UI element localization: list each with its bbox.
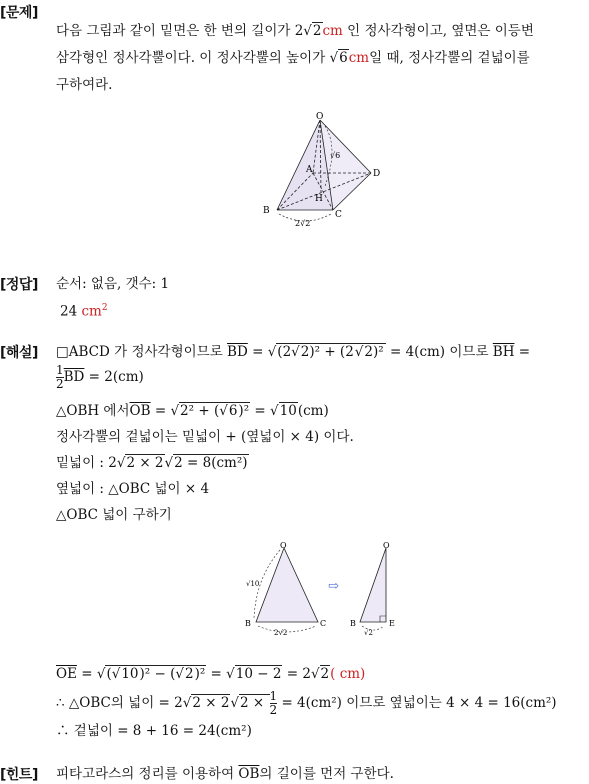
section-answer-label: [정답] [0, 277, 38, 293]
label-h: H [315, 194, 323, 204]
arrow-right-icon: ⇨ [328, 579, 339, 594]
problem-line-3: 구하여라. [56, 77, 113, 93]
expl-line-2: $\frac{1}{2}$ $\overline{BD} = 2(cm)$ [56, 363, 144, 391]
fraction-half-2: $\frac{1}{2}$ [269, 689, 278, 717]
expl-line-5: 밑넓이 : 2√2 × 2√2 = 8(cm²) [56, 455, 248, 471]
height-label: √6 [330, 151, 341, 160]
label-a: A [306, 165, 313, 175]
fig2-base-label: 2√2 [274, 629, 288, 637]
fig2-side-label: √10 [246, 580, 260, 588]
fig2b-label-o: O [383, 541, 390, 550]
pyramid-figure [255, 108, 390, 233]
expl-line-1: □ABCD 가 정사각형이므로 $\overline{BD} = √(2√2)^2 + (2√2)^2 = 4(cm)$ 이므로 $\overline{BH}$ = [56, 344, 531, 360]
expl-line-3: △OBH 에서$\overline{OB} = √2^2 + (√6)^2 = √10(cm)$ [56, 403, 329, 419]
problem-line-1: 다음 그림과 같이 밑면은 한 변의 길이가 2√2cm 인 정사각형이고, 옆면은 이등변 [56, 23, 534, 39]
expl-line-7: △OBC 넓이 구하기 [56, 507, 172, 523]
label-c: C [335, 210, 342, 220]
triangle-figure [240, 538, 410, 643]
answer-value: 24 $cm^2$ [60, 303, 108, 320]
section-problem-label: [문제] [0, 5, 38, 21]
expl2-line-3: ∴ 겉넓이 = 8 + 16 = 24(cm²) [56, 723, 252, 739]
expl-line-4: 정사각뿔의 겉넓이는 밑넓이 + (옆넓이 × 4) 이다. [56, 429, 354, 445]
fig2b-label-e: E [389, 619, 395, 628]
label-d: D [373, 169, 381, 179]
answer-line-1: 순서: 없음, 갯수: 1 [56, 276, 170, 292]
label-o: O [316, 112, 324, 122]
expl2-line-2: ∴ △OBC의 넓이 = 2√2 × 2√2 × $\frac{1}{2}$ = 4(cm²) 이므로 옆넓이는 4 × 4 = 16(cm²) [56, 689, 557, 717]
fig2-label-b: B [245, 619, 251, 628]
base-label: 2√2 [295, 219, 311, 228]
fraction-half: $\frac{1}{2}$ [56, 363, 64, 391]
label-b: B [263, 206, 270, 216]
fig2-label-o: O [280, 541, 287, 550]
hint-line: 피타고라스의 정리를 이용하여 $\overline{OB}$의 길이를 먼저 구한다. [56, 766, 394, 782]
section-hint-label: [힌트] [0, 767, 38, 783]
fig2-label-c: C [320, 619, 327, 628]
expl2-line-1: $\overline{OE} = √(√10)^2 - (√2)^2 = √10 - 2 = 2√2$( cm) [56, 666, 366, 682]
fig2b-base-label: √2 [364, 629, 373, 637]
section-explanation-label: [해설] [0, 345, 38, 361]
fig2b-label-b: B [350, 619, 356, 628]
problem-line-2: 삼각형인 정사각뿔이다. 이 정사각뿔의 높이가 √6cm일 때, 정사각뿔의 겉넓이를 [56, 50, 530, 66]
expl-line-6: 옆넓이 : △OBC 넓이 × 4 [56, 481, 210, 497]
